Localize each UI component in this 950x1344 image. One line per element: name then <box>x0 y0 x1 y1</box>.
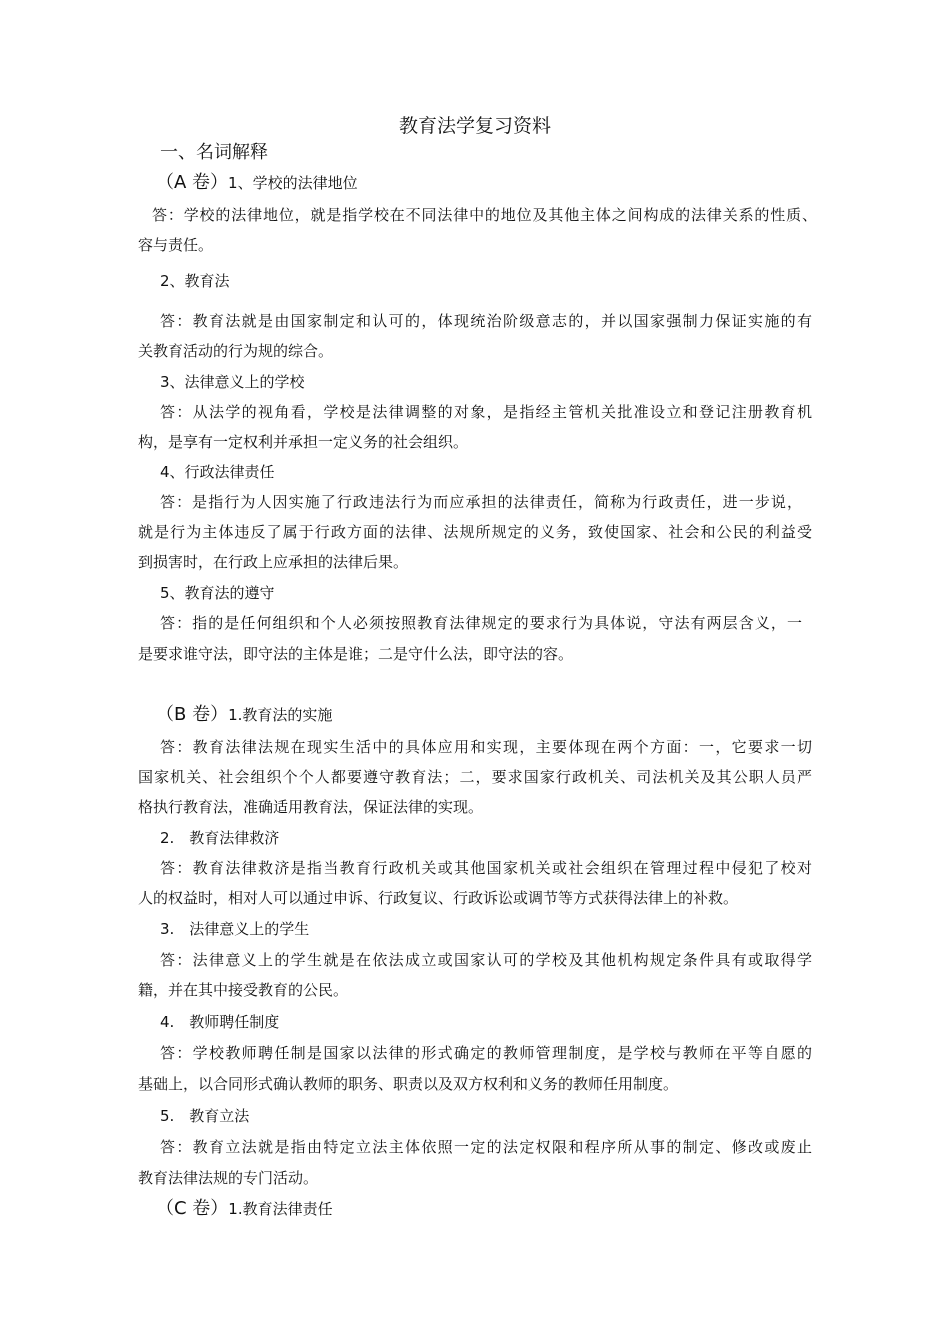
answer-a-1-line-2: 容与责任。 <box>138 236 214 254</box>
term-b-1: 1.教育法的实施 <box>228 706 333 724</box>
term-a-1: 1、学校的法律地位 <box>228 174 358 192</box>
term-b-3: 3. 法律意义上的学生 <box>160 920 310 938</box>
answer-a-2-line-1: 答：教育法就是由国家制定和认可的，体现统治阶级意志的，并以国家强制力保证实施的有 <box>160 312 812 330</box>
term-c-1: 1.教育法律责任 <box>228 1200 333 1218</box>
paper-b-label: （B 卷） <box>156 704 229 725</box>
answer-b-2-line-1: 答：教育法律救济是指当教育行政机关或其他国家机关或社会组织在管理过程中侵犯了校对 <box>160 859 812 877</box>
term-a-3: 3、法律意义上的学校 <box>160 373 305 391</box>
section-heading: 一、名词解释 <box>160 142 268 163</box>
answer-b-1-line-3: 格执行教育法，准确适用教育法，保证法律的实现。 <box>138 798 484 816</box>
answer-a-5-line-1: 答：指的是任何组织和个人必须按照教育法律规定的要求行为具体说，守法有两层含义，一 <box>160 614 802 632</box>
paper-b-heading <box>156 705 332 725</box>
paper-c-label: （C 卷） <box>156 1198 229 1219</box>
answer-a-4-line-1: 答：是指行为人因实施了行政违法行为而应承担的法律责任，简称为行政责任，进一步说， <box>160 493 802 511</box>
answer-b-3-line-1: 答：法律意义上的学生就是在依法成立或国家认可的学校及其他机构规定条件具有或取得学 <box>160 951 812 969</box>
term-b-4: 4. 教师聘任制度 <box>160 1013 280 1031</box>
term-a-4: 4、行政法律责任 <box>160 463 275 481</box>
term-a-5: 5、教育法的遵守 <box>160 584 275 602</box>
term-b-5: 5. 教育立法 <box>160 1107 250 1125</box>
paper-a-label: （A 卷） <box>156 172 229 193</box>
answer-a-5-line-2: 是要求谁守法，即守法的主体是谁；二是守什么法，即守法的容。 <box>138 645 574 663</box>
answer-b-5-line-2: 教育法律法规的专门活动。 <box>138 1169 319 1187</box>
term-b-2: 2. 教育法律救济 <box>160 829 280 847</box>
answer-b-4-line-2: 基础上，以合同形式确认教师的职务、职责以及双方权利和义务的教师任用制度。 <box>138 1075 679 1093</box>
paper-c-heading <box>156 1199 333 1219</box>
answer-a-2-line-2: 关教育活动的行为规的综合。 <box>138 342 334 360</box>
answer-b-5-line-1: 答：教育立法就是指由特定立法主体依照一定的法定权限和程序所从事的制定、修改或废止 <box>160 1138 812 1156</box>
paper-a-heading <box>156 173 358 193</box>
answer-b-1-line-2: 国家机关、社会组织个个人都要遵守教育法；二，要求国家行政机关、司法机关及其公职人员严 <box>138 768 812 786</box>
answer-a-4-line-3: 到损害时，在行政上应承担的法律后果。 <box>138 553 409 571</box>
answer-b-2-line-2: 人的权益时，相对人可以通过申诉、行政复议、行政诉讼或调节等方式获得法律上的补救。 <box>138 889 739 907</box>
document-title: 教育法学复习资料 <box>398 115 551 137</box>
answer-b-1-line-1: 答：教育法律法规在现实生活中的具体应用和实现，主要体现在两个方面：一，它要求一切 <box>160 738 812 756</box>
answer-a-1-line-1: 答：学校的法律地位，就是指学校在不同法律中的地位及其他主体之间构成的法律关系的性质、 <box>152 206 817 224</box>
answer-a-4-line-2: 就是行为主体违反了属于行政方面的法律、法规所规定的义务，致使国家、社会和公民的利益受 <box>138 523 812 541</box>
answer-b-3-line-2: 籍，并在其中接受教育的公民。 <box>138 981 349 999</box>
answer-a-3-line-2: 构，是享有一定权利并承担一定义务的社会组织。 <box>138 433 469 451</box>
answer-b-4-line-1: 答：学校教师聘任制是国家以法律的形式确定的教师管理制度，是学校与教师在平等自愿的 <box>160 1044 812 1062</box>
term-a-2: 2、教育法 <box>160 272 230 290</box>
answer-a-3-line-1: 答：从法学的视角看，学校是法律调整的对象，是指经主管机关批准设立和登记注册教育机 <box>160 403 812 421</box>
